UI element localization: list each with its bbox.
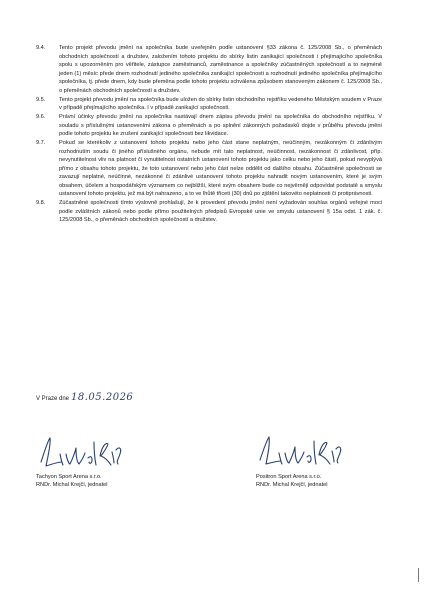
clause-list — [36, 44, 382, 225]
signatory-person: RNDr. Michal Krejčí, jednatel — [36, 481, 108, 488]
clause-9-6 — [36, 113, 382, 139]
signatory-person: RNDr. Michal Krejčí, jednatel — [256, 481, 328, 488]
date-label: V Praze dne — [36, 396, 70, 402]
clause-text: Pokud se kterékoliv z ustanovení tohoto projektu nebo jeho část stane neplatným, neúčinným, nezákonným či zdánlivým rozhodnutím soudu či jiného příslušného orgánu, nebude mít tato neplatnost, neúčinnost, nezákonnost či zdánlivost, příp. nevynutitelnost vliv na platnost či vynutitelnost ostatních ustanovení tohoto projektu jako celku nebo jeho částí, pokud nevyplývá přímo z obsahu tohoto projektu, že toto ustanovení nebo jeho část nelze oddělit od dalšího obsahu. Zúčastněné společnosti se zavazují neplatné, neúčinné, nezákonné či zdánlivé ustanovení tohoto projektu nahradit novým ustanovením, které je svým obsahem, účelem a hospodářským významem co nejbližší, které svým obsahem bude co nejvěrněji odpovídat podstatě a smyslu ustanovení tohoto projektu, jež má být nahrazeno, a to ve lhůtě třiceti (30) dnů po zjištění takovéto neplatnosti či protiprávnosti. — [59, 140, 382, 198]
clause-9-4 — [36, 44, 382, 95]
signature-block-positron — [256, 432, 406, 489]
clause-text: Právní účinky převodu jmění na společníka nastávají dnem zápisu převodu jmění na společníka do obchodního rejstříku. V souladu s příslušnými ustanoveními zákona o přeměnách a po splnění zákonných požadavků dojde v průběhu převodu jmění podle tohoto projektu ke zrušení zanikající společnosti bez likvidace. — [59, 114, 382, 138]
signatory-company: Tachyon Sport Arena s.r.o. — [36, 474, 102, 480]
handwritten-signature-image — [256, 432, 348, 474]
clause-text: Zúčastněné společnosti tímto výslovně prohlašují, že k provedení převodu jmění není vyžadován souhlas orgánů veřejné moci podle zvláštních zákonů nebo podle přímo použitelných předpisů Evropské unie ve smyslu ustanovení § 15a odst. 1 zák. č. 125/2008 Sb., o přeměnách obchodních společností a družstev. — [59, 200, 382, 224]
clause-9-7 — [36, 139, 382, 199]
signature-block-tachyon — [36, 432, 186, 489]
clause-9-5 — [36, 96, 382, 113]
date-line — [36, 392, 133, 403]
clause-9-8 — [36, 199, 382, 225]
signatory-company: Positron Sport Arena s.r.o. — [256, 474, 322, 480]
clause-text: Tento projekt převodu jmění na společníka bude uveřejněn podle ustanovení §33 zákona č. 125/2008 Sb., o přeměnách obchodních společností a družstev, založením tohoto projektu do sbírky listin zanikající společnosti i přejímajícího společníka spolu s upozorněním pro věřitele, zástupce zaměstnanců, zaměstnance a společníky zúčastněných společností a to nejméně jeden (1) měsíc přede dnem rozhodnutí jediného společníka zanikající společnosti a rozhodnutí jediného společníka přejímajícího společníka, tj. přede dnem, kdy bude přeměna podle tohoto projektu schválena způsobem stanoveným zákonem č. 125/2008 Sb., o přeměnách obchodních společností a družstev. — [59, 45, 382, 94]
handwritten-date: 18.05.2026 — [71, 392, 134, 403]
clause-number: 9.6. — [36, 114, 46, 121]
clause-number: 9.7. — [36, 140, 46, 147]
clause-number: 9.8. — [36, 200, 46, 207]
page-edge-mark — [418, 568, 419, 582]
clause-number: 9.5. — [36, 96, 46, 103]
handwritten-signature-image — [36, 432, 128, 474]
clause-text: Tento projekt převodu jmění na společníka bude uložen do sbírky listin obchodního rejstříku vedeného Městským soudem v Praze v případě přejímajícího společníka. I v případě zanikající společnosti. — [59, 96, 382, 112]
clause-number: 9.4. — [36, 45, 46, 51]
